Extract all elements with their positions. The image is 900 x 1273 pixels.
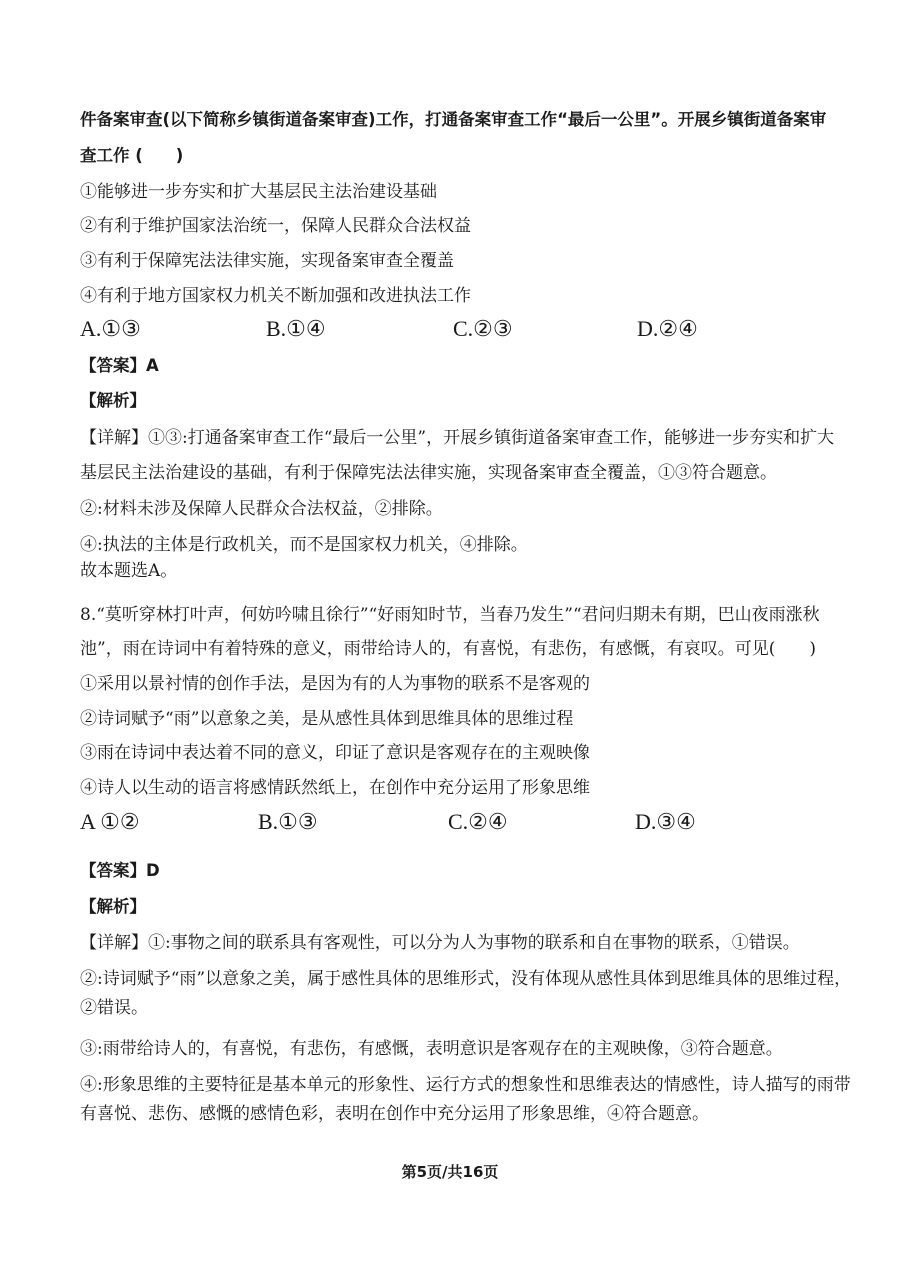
q8-detail-line-6: 有喜悦、悲伤、感慨的感情色彩，表明在创作中充分运用了形象思维，④符合题意。 [80, 1104, 709, 1124]
q8-options [80, 807, 840, 837]
q7-statement-2: ②有利于维护国家法治统一，保障人民群众合法权益 [80, 216, 471, 236]
q7-statement-3: ③有利于保障宪法法律实施，实现备案审查全覆盖 [80, 251, 454, 271]
q7-option-c: C.②③ [453, 316, 513, 341]
q8-stem-line-2: 池”，雨在诗词中有着特殊的意义，雨带给诗人的，有喜悦，有悲伤，有感慨，有哀叹。可见( ) [80, 639, 816, 659]
q7-detail-line-3: ②:材料未涉及保障人民群众合法权益，②排除。 [80, 499, 443, 519]
q8-statement-2: ②诗词赋予“雨”以意象之美，是从感性具体到思维具体的思维过程 [80, 709, 574, 729]
q7-statement-4: ④有利于地方国家权力机关不断加强和改进执法工作 [80, 286, 471, 306]
q7-detail-line-1: 【详解】①③:打通备案审查工作“最后一公里”，开展乡镇街道备案审查工作，能够进一步夯实和扩大 [80, 428, 835, 448]
q8-answer: 【答案】D [80, 861, 160, 880]
q8-option-b: B.①③ [258, 809, 318, 834]
page-number: 第5页/共16页 [401, 1163, 499, 1181]
q7-options [80, 314, 840, 344]
q8-statement-4: ④诗人以生动的语言将感情跃然纸上，在创作中充分运用了形象思维 [80, 778, 590, 798]
q8-detail-line-1: 【详解】①:事物之间的联系具有客观性，可以分为人为事物的联系和自在事物的联系，①错误。 [80, 933, 800, 953]
q8-stem-line-1: 8.“莫听穿林打叶声，何妨吟啸且徐行”“好雨知时节，当春乃发生”“君问归期未有期，巴山夜雨涨秋 [80, 605, 820, 625]
q7-stem-line-2: 查工作 ( ) [80, 146, 184, 165]
q8-statement-3: ③雨在诗词中表达着不同的意义，印证了意识是客观存在的主观映像 [80, 743, 590, 763]
q7-detail-line-4: ④:执法的主体是行政机关，而不是国家权力机关，④排除。 [80, 535, 528, 555]
q8-statement-1: ①采用以景衬情的创作手法，是因为有的人为事物的联系不是客观的 [80, 674, 590, 694]
q8-option-c: C.②④ [448, 809, 508, 834]
q8-detail-line-3: ②错误。 [80, 998, 148, 1018]
q7-stem-line-1: 件备案审查(以下简称乡镇街道备案审查)工作，打通备案审查工作“最后一公里”。开展乡镇街道备案审 [80, 110, 827, 129]
q8-detail-line-4: ③:雨带给诗人的，有喜悦，有悲伤，有感慨，表明意识是客观存在的主观映像，③符合题意。 [80, 1039, 783, 1059]
q8-analysis-label: 【解析】 [80, 897, 146, 916]
q8-detail-line-5: ④:形象思维的主要特征是基本单元的形象性、运行方式的想象性和思维表达的情感性，诗人描写的雨带 [80, 1075, 851, 1095]
q8-option-d: D.③④ [635, 809, 696, 834]
q7-option-a: A.①③ [80, 316, 141, 341]
q7-conclusion: 故本题选A。 [80, 561, 178, 581]
q7-answer: 【答案】A [80, 356, 159, 375]
q7-statement-1: ①能够进一步夯实和扩大基层民主法治建设基础 [80, 182, 437, 202]
q7-option-b: B.①④ [266, 316, 326, 341]
q8-option-a: A ①② [80, 809, 140, 834]
q7-option-d: D.②④ [637, 316, 698, 341]
q7-detail-line-2: 基层民主法治建设的基础，有利于保障宪法法律实施，实现备案审查全覆盖，①③符合题意。 [80, 463, 777, 483]
q8-detail-line-2: ②:诗词赋予“雨”以意象之美，属于感性具体的思维形式，没有体现从感性具体到思维具体的思维过程， [80, 969, 852, 989]
q7-analysis-label: 【解析】 [80, 391, 146, 410]
